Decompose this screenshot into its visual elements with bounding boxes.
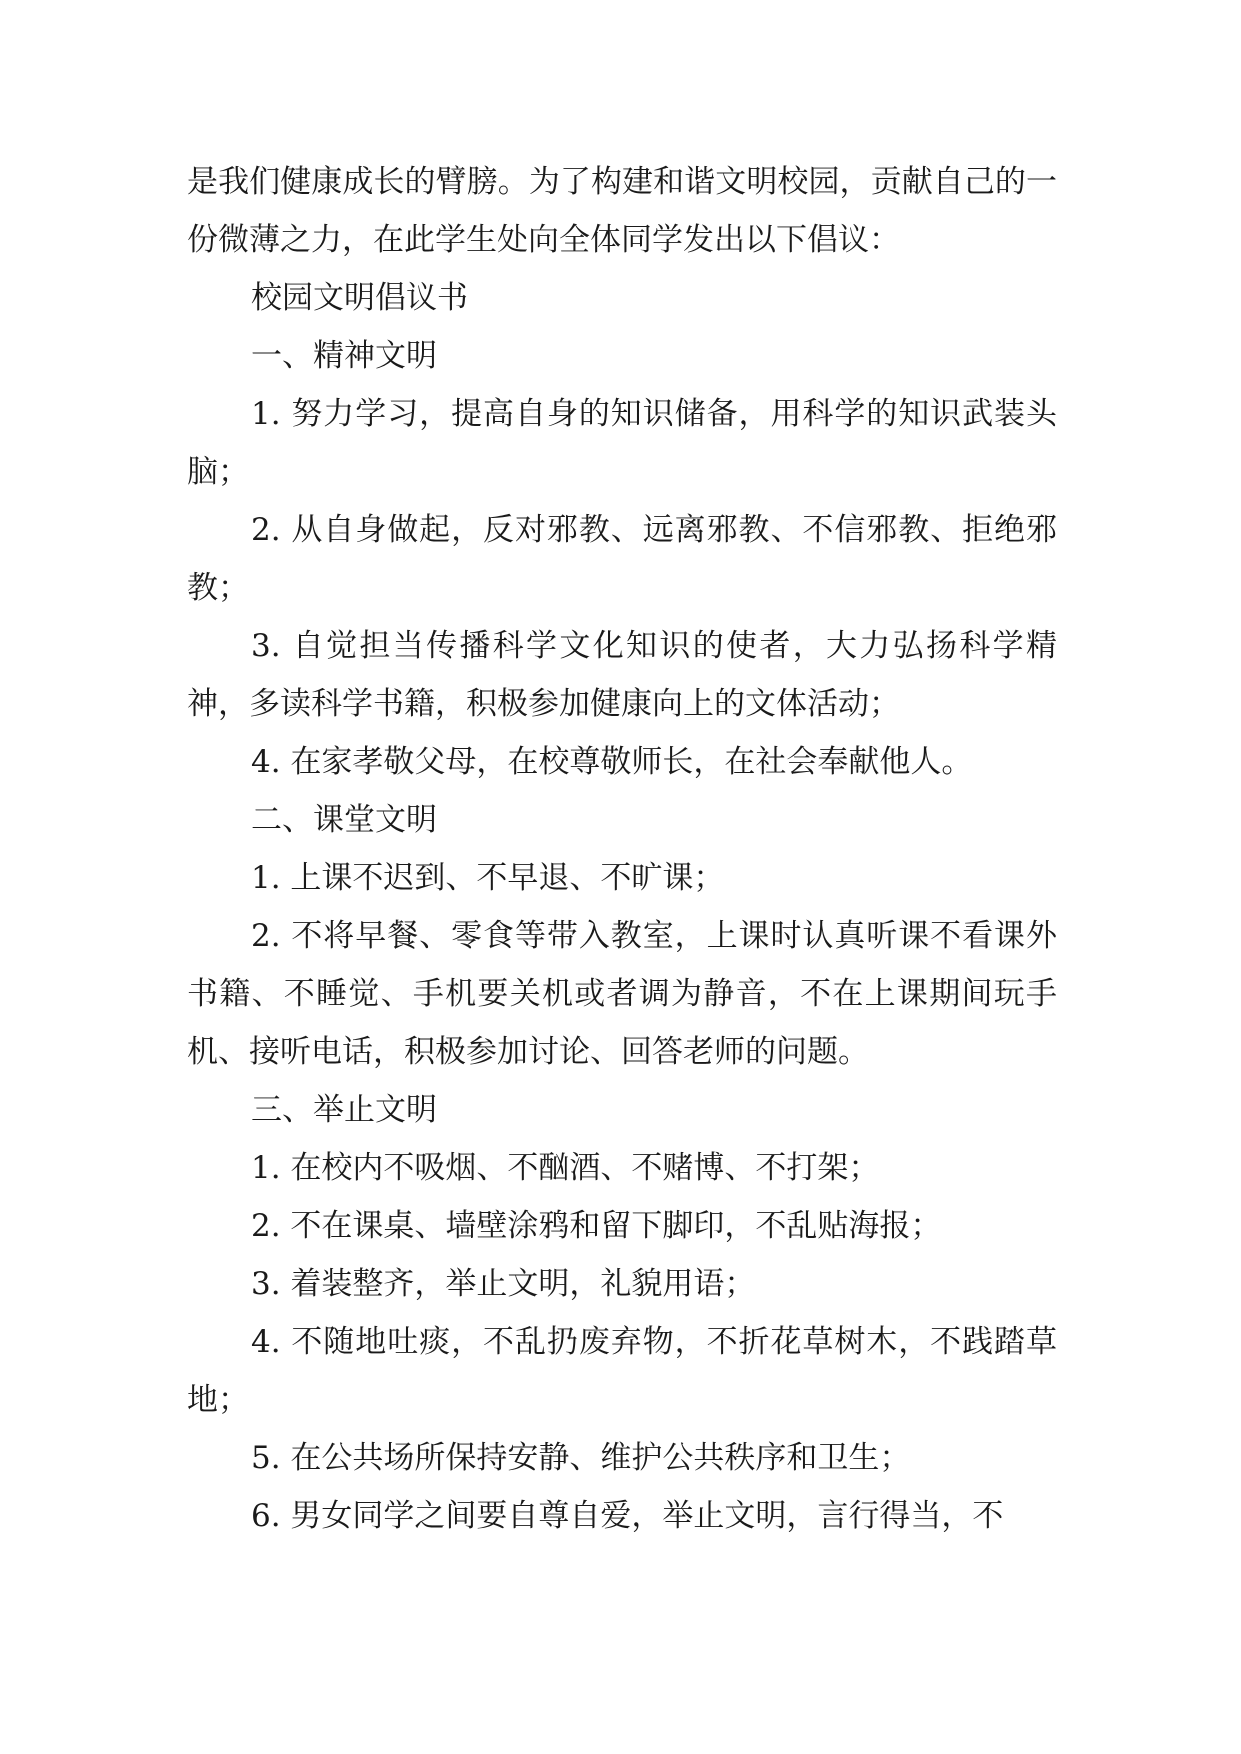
section-heading-behavior: 三、举止文明 [251, 1092, 437, 1128]
list-item: 6. 男女同学之间要自尊自爱，举止文明，言行得当，不 [251, 1498, 1004, 1534]
list-item: 4. 不随地吐痰，不乱扔废弃物，不折花草树木，不践踏草地； [187, 1324, 1057, 1418]
list-item: 3. 着装整齐，举止文明，礼貌用语； [251, 1266, 756, 1302]
paragraph-continuation: 是我们健康成长的臂膀。为了构建和谐文明校园，贡献自己的一份微薄之力，在此学生处向全体同学发出以下倡议： [187, 164, 1057, 258]
list-item: 4. 在家孝敬父母，在校尊敬师长，在社会奉献他人。 [251, 744, 973, 780]
list-item: 5. 在公共场所保持安静、维护公共秩序和卫生； [251, 1440, 911, 1476]
list-item: 1. 努力学习，提高自身的知识储备，用科学的知识武装头脑； [187, 396, 1057, 490]
list-item: 2. 不在课桌、墙壁涂鸦和留下脚印，不乱贴海报； [251, 1208, 942, 1244]
list-item: 1. 在校内不吸烟、不酗酒、不赌博、不打架； [251, 1150, 880, 1186]
document-body [187, 153, 1057, 1545]
document-title: 校园文明倡议书 [251, 280, 468, 316]
section-heading-spiritual: 一、精神文明 [251, 338, 437, 374]
list-item: 3. 自觉担当传播科学文化知识的使者，大力弘扬科学精神，多读科学书籍，积极参加健康向上的文体活动； [187, 628, 1057, 722]
list-item: 2. 不将早餐、零食等带入教室，上课时认真听课不看课外书籍、不睡觉、手机要关机或者调为静音，不在上课期间玩手机、接听电话，积极参加讨论、回答老师的问题。 [187, 918, 1057, 1070]
list-item: 2. 从自身做起，反对邪教、远离邪教、不信邪教、拒绝邪教； [187, 512, 1057, 606]
section-heading-classroom: 二、课堂文明 [251, 802, 437, 838]
list-item: 1. 上课不迟到、不早退、不旷课； [251, 860, 725, 896]
